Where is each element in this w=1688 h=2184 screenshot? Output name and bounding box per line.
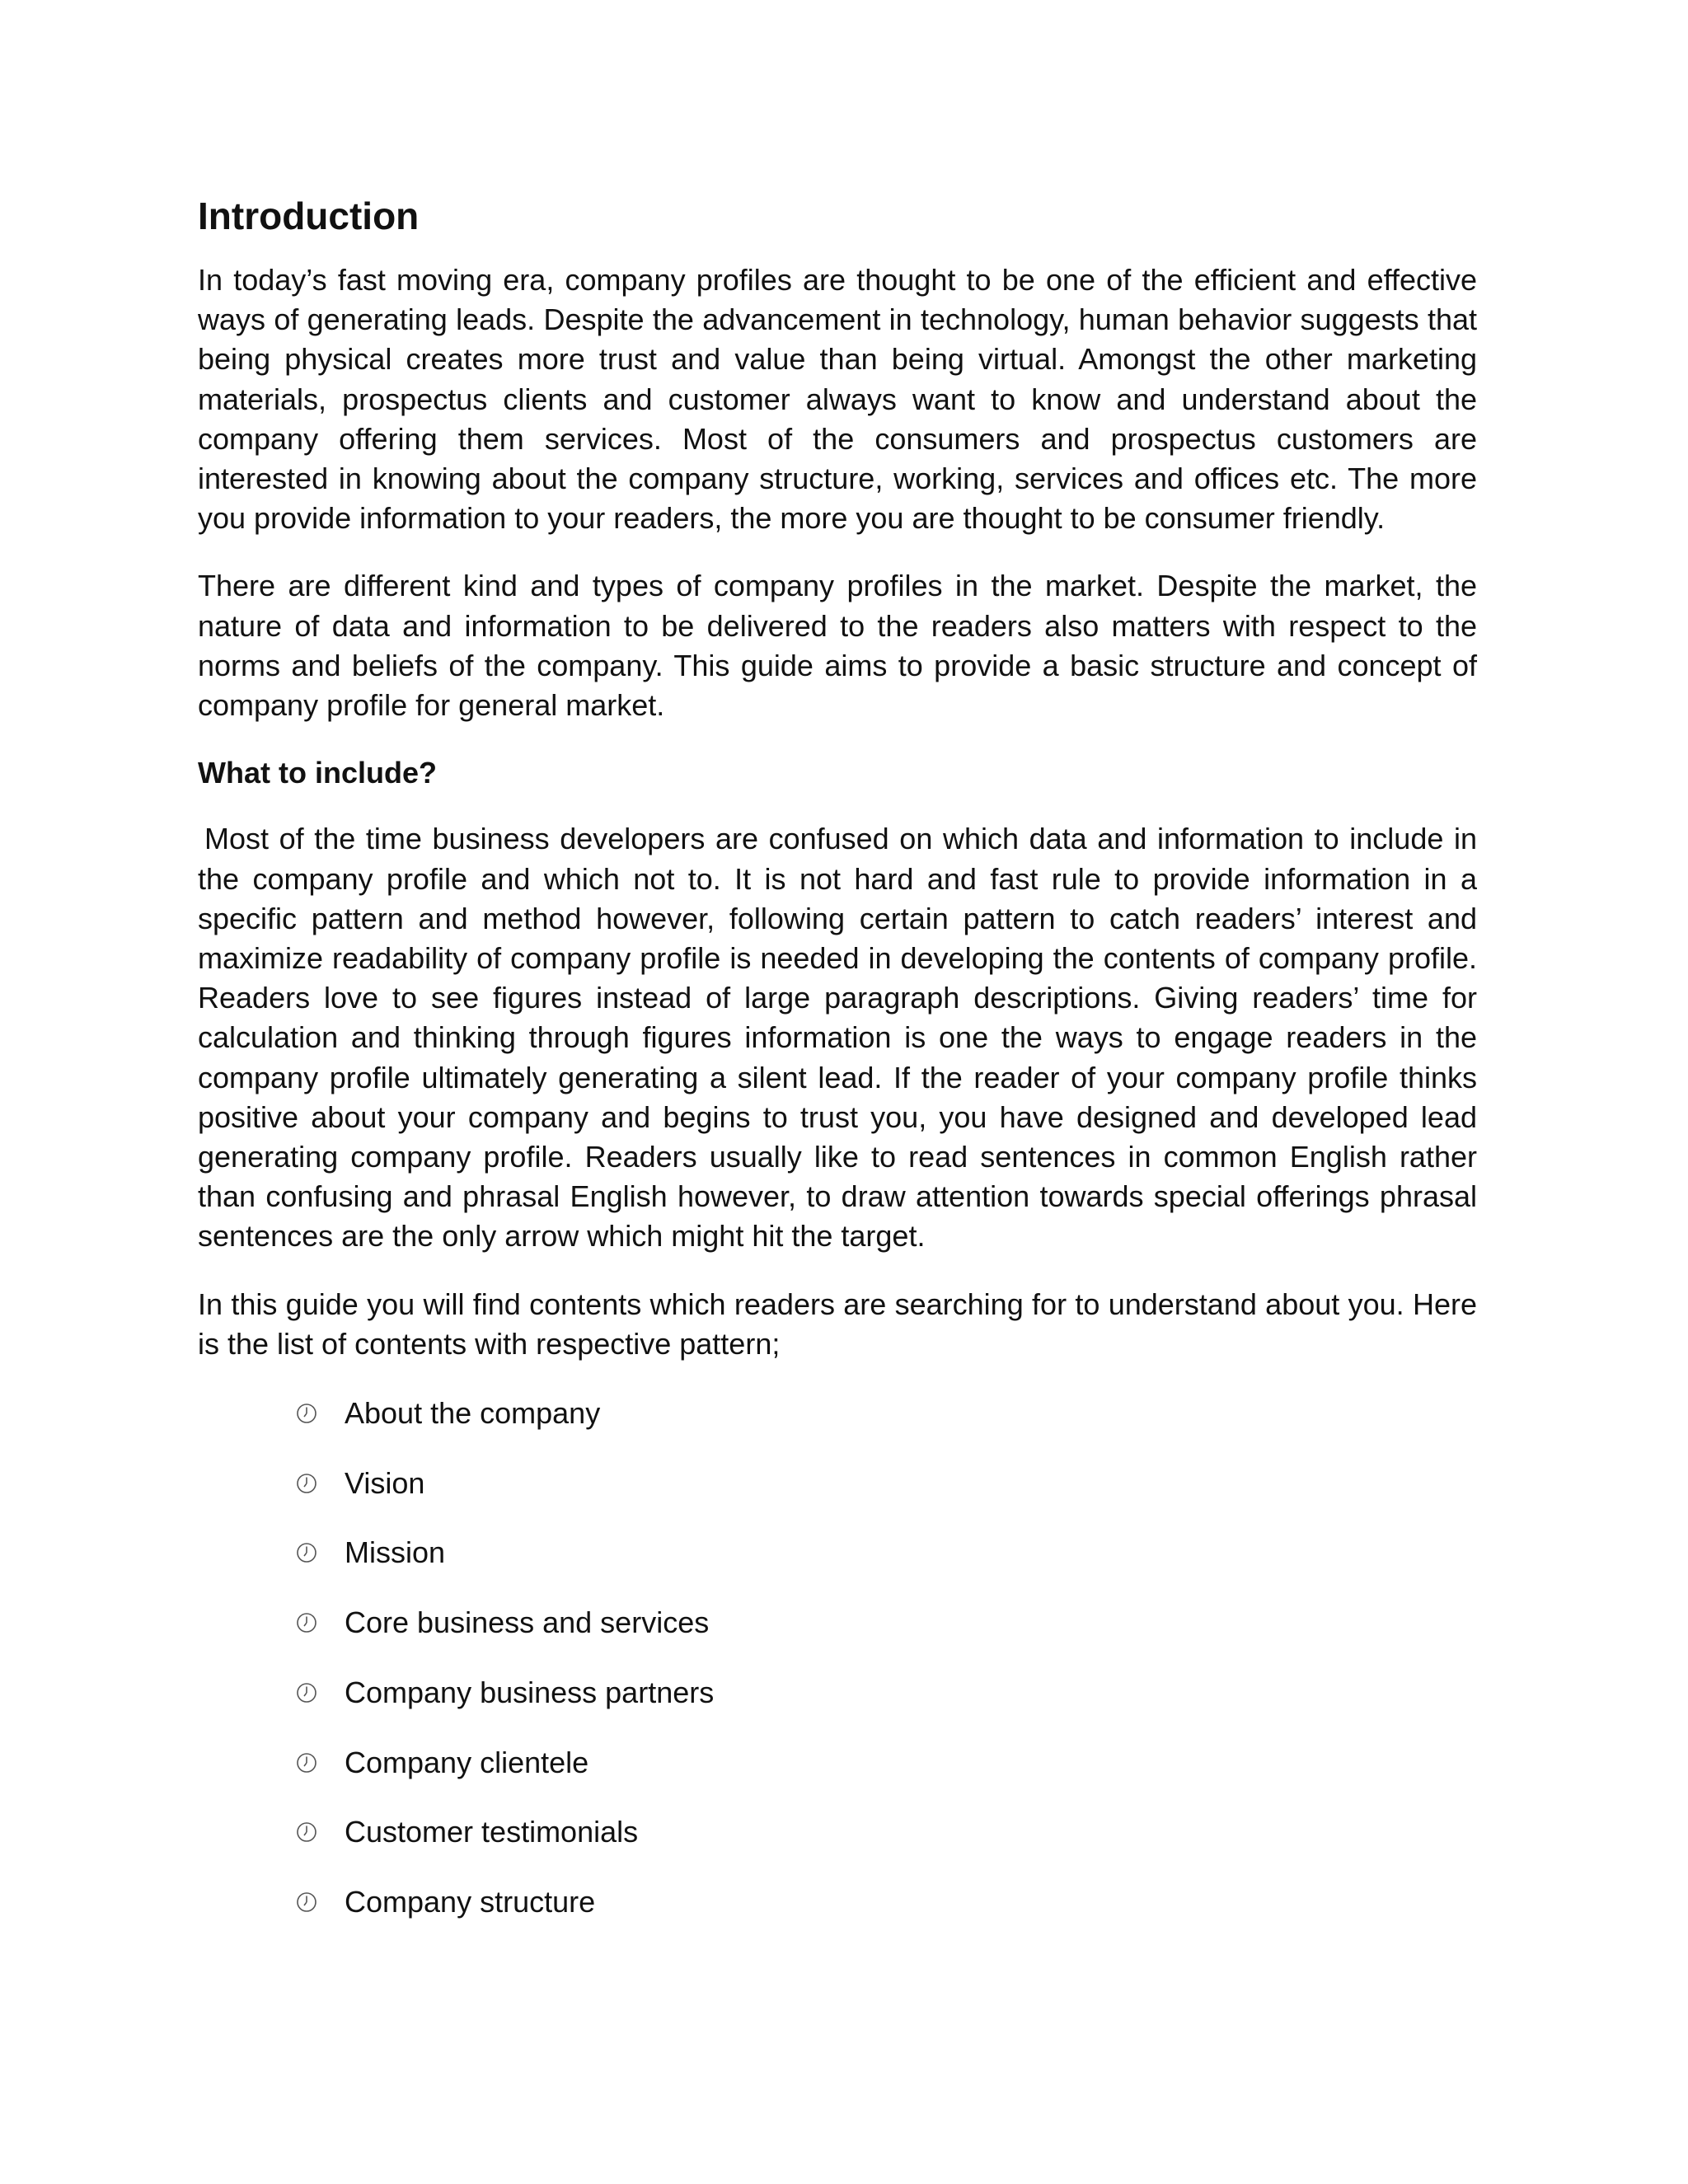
include-paragraph-2: In this guide you will find contents which readers are searching for to understand about you. Here is the list of contents with respective pattern;: [198, 1286, 1477, 1361]
clock-icon: [295, 1821, 318, 1844]
clock-icon: [295, 1472, 318, 1495]
list-item-label: Customer testimonials: [345, 1815, 639, 1849]
contents-list: [198, 1394, 1477, 1922]
page-title: Introduction: [198, 194, 420, 237]
list-item: [295, 1464, 1477, 1503]
section-heading: What to include?: [198, 756, 437, 790]
list-item-label: Mission: [345, 1535, 446, 1570]
clock-icon: [295, 1541, 318, 1564]
list-item: [295, 1603, 1477, 1643]
list-item: [295, 1533, 1477, 1572]
clock-icon: [295, 1402, 318, 1425]
list-item: [295, 1673, 1477, 1713]
list-item: [295, 1394, 1477, 1433]
list-item-label: Company business partners: [345, 1675, 715, 1709]
clock-icon: [295, 1751, 318, 1774]
intro-paragraph-1: In today’s fast moving era, company profiles are thought to be one of the efficient and effective ways of generating leads. Despite the advancement in technology, human behavior suggests that being physical creates more trust and value than being virtual. Amongst the other marketing materials, prospectus clients and customer always want to know and understand about the company offering them services. Most of the consumers and prospectus customers are interested in knowing about the company structure, working, services and offices etc. The more you provide information to your readers, the more you are thought to be consumer friendly.: [198, 263, 1477, 536]
list-item: [295, 1882, 1477, 1922]
clock-icon: [295, 1681, 318, 1704]
intro-paragraph-2: There are different kind and types of company profiles in the market. Despite the market, the nature of data and information to be delivered to the readers also matters with respect to the norms and beliefs of the company. This guide aims to provide a basic structure and concept of company profile for general market.: [198, 569, 1477, 723]
list-item-label: Vision: [345, 1465, 425, 1500]
list-item: [295, 1812, 1477, 1852]
clock-icon: [295, 1891, 318, 1914]
document-body: [198, 193, 1477, 1952]
list-item-label: Core business and services: [345, 1605, 710, 1640]
list-item-label: About the company: [345, 1396, 601, 1431]
list-item: [295, 1743, 1477, 1783]
include-paragraph-1: Most of the time business developers are confused on which data and information to include in the company profile and which not to. It is not hard and fast rule to provide information in a specific pattern and method however, following certain pattern to catch readers’ interest and maximize readability of company profile is needed in developing the contents of company profile. Readers love to see figures instead of large paragraph descriptions. Giving readers’ time for calculation and thinking through figures information is one the ways to engage readers in the company profile ultimately generating a silent lead. If the reader of your company profile thinks positive about your company and begins to trust you, you have designed and developed lead generating company profile. Readers usually like to read sentences in common English rather than confusing and phrasal English however, to draw attention towards special offerings phrasal sentences are the only arrow which might hit the target.: [198, 822, 1477, 1254]
list-item-label: Company structure: [345, 1884, 596, 1919]
list-item-label: Company clientele: [345, 1745, 589, 1779]
clock-icon: [295, 1611, 318, 1634]
